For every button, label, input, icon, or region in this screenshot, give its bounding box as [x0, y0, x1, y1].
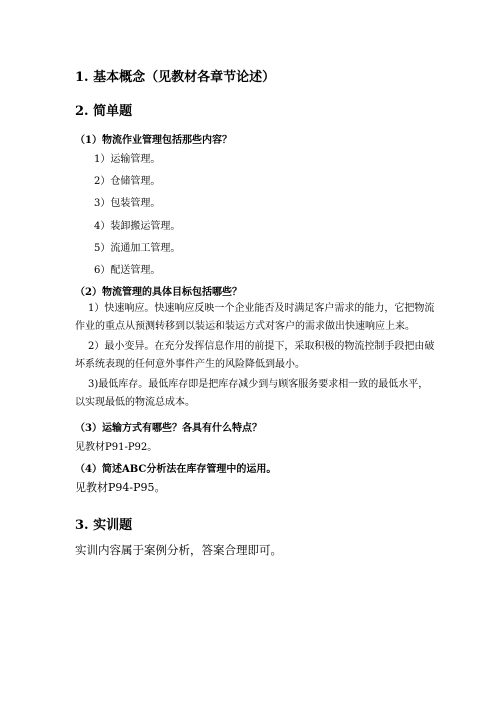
list-item: 3）包装管理。	[94, 198, 161, 209]
answer-paragraph: 3)最低库存。最低库存即是把库存减少到与顾客服务要求相一致的最低水平，以实现最低的物流总成本。	[75, 379, 429, 408]
list-item: 4）装卸搬运管理。	[94, 221, 181, 232]
list-item: 1）运输管理。	[94, 154, 161, 165]
list-item: 2）仓储管理。	[94, 176, 161, 187]
list-item: 6）配送管理。	[94, 265, 161, 276]
answer-paragraph: 2）最小变异。在充分发挥信息作用的前提下，采取积极的物流控制手段把由破坏系统表现的任何意外事件产生的风险降低到最小。	[75, 341, 435, 370]
question-1-heading: （1）物流作业管理包括那些内容？	[75, 135, 232, 146]
section-3-heading: 3. 实训题	[75, 518, 133, 533]
question-3-heading: （3）运输方式有哪些？各具有什么特点？	[75, 423, 262, 434]
answer-paragraph: 1）快速响应。快速响应反映一个企业能否及时满足客户需求的能力，它把物流作业的重点从预测转移到以装运和装运方式对客户的需求做出快速响应上来。	[75, 303, 435, 332]
section-1-heading: 1. 基本概念（见教材各章节论述）	[75, 70, 276, 85]
section-3-answer: 实训内容属于案例分析，答案合理即可。	[75, 543, 282, 557]
section-2-heading: 2. 简单题	[75, 104, 133, 119]
question-2-heading: （2）物流管理的具体目标包括哪些？	[75, 287, 242, 298]
question-4-heading: （4）简述ABC分析法在库存管理中的运用。	[75, 464, 277, 475]
question-4-answer: 见教材P94-P95。	[75, 481, 166, 494]
question-3-answer: 见教材P91-P92。	[75, 442, 158, 453]
list-item: 5）流通加工管理。	[94, 243, 181, 254]
